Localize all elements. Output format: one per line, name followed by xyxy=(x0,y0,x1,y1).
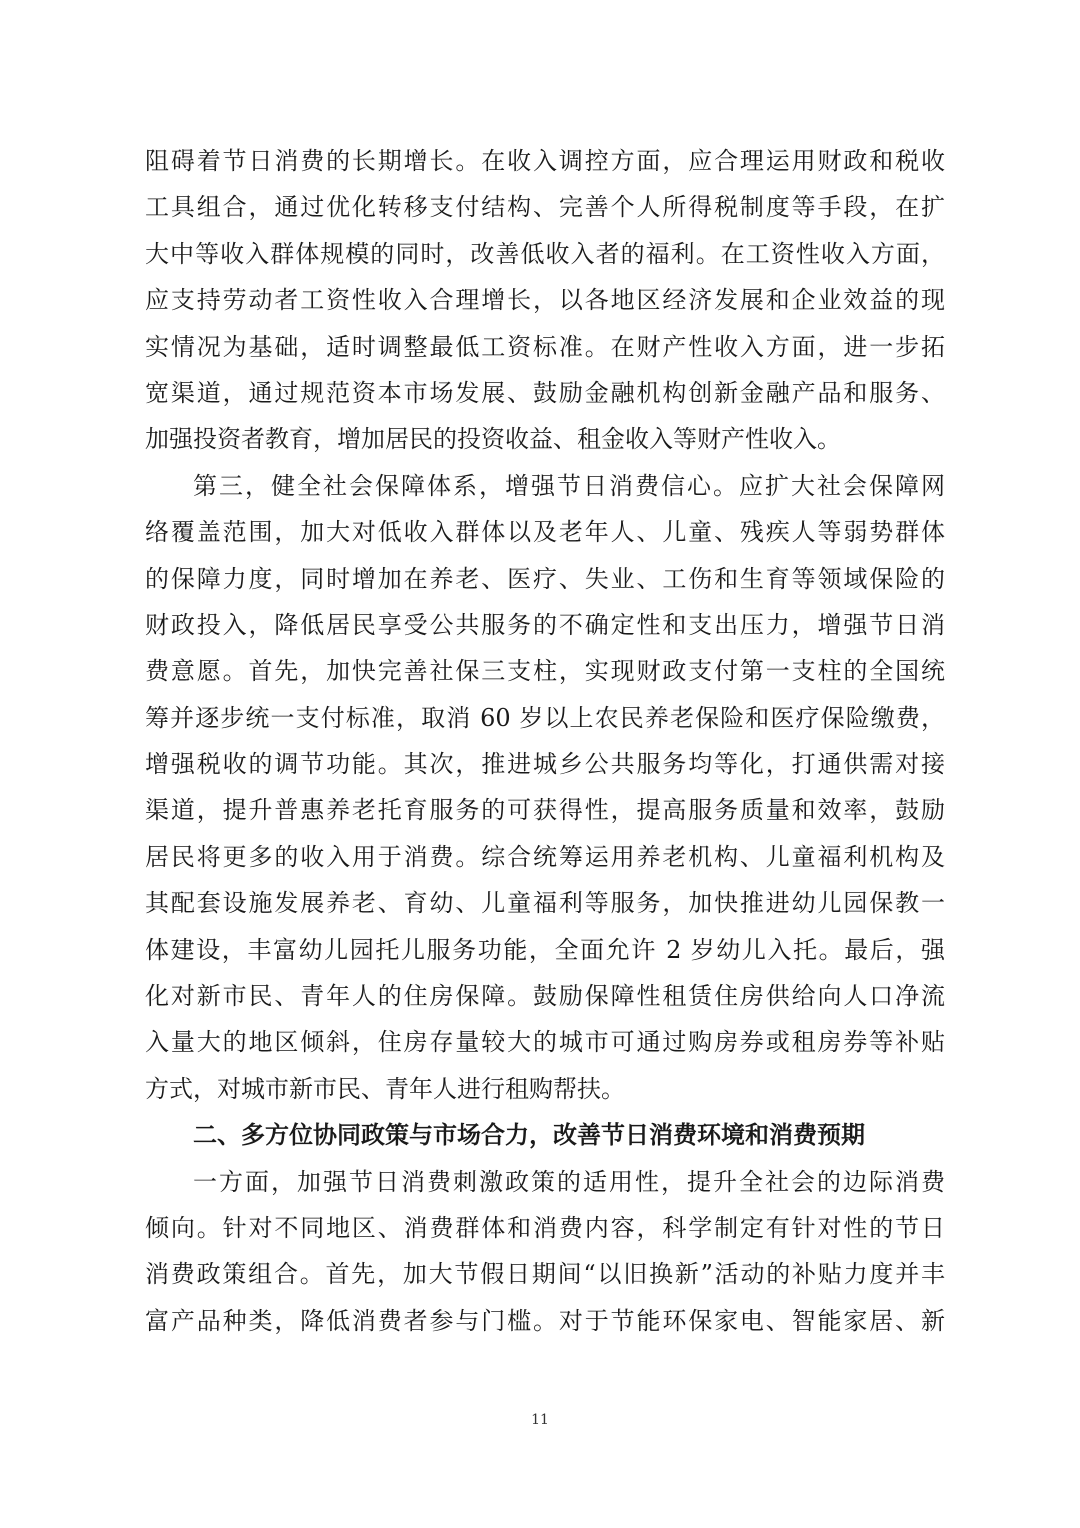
text-line: 入量大的地区倾斜，住房存量较大的城市可通过购房券或租房券等补贴 xyxy=(145,1028,945,1057)
paragraph-start-line: 第三，健全社会保障体系，增强节日消费信心。应扩大社会保障网 xyxy=(193,471,945,500)
text-line: 大中等收入群体规模的同时，改善低收入者的福利。在工资性收入方面， xyxy=(145,239,945,268)
text-line: 财政投入，降低居民享受公共服务的不确定性和支出压力，增强节日消 xyxy=(145,610,945,639)
text-line: 筹并逐步统一支付标准，取消 60 岁以上农民养老保险和医疗保险缴费， xyxy=(145,703,945,732)
text-line: 渠道，提升普惠养老托育服务的可获得性，提高服务质量和效率，鼓励 xyxy=(145,796,945,825)
body-text xyxy=(145,138,945,1344)
text-line: 倾向。针对不同地区、消费群体和消费内容，科学制定有针对性的节日 xyxy=(145,1213,945,1242)
text-line: 增强税收的调节功能。其次，推进城乡公共服务均等化，打通供需对接 xyxy=(145,750,945,779)
text-line: 络覆盖范围，加大对低收入群体以及老年人、儿童、残疾人等弱势群体 xyxy=(145,518,945,547)
text-line: 居民将更多的收入用于消费。综合统筹运用养老机构、儿童福利机构及 xyxy=(145,842,945,871)
text-line: 其配套设施发展养老、育幼、儿童福利等服务，加快推进幼儿园保教一 xyxy=(145,889,945,918)
text-line: 富产品种类，降低消费者参与门槛。对于节能环保家电、智能家居、新 xyxy=(145,1306,945,1335)
text-line: 的保障力度，同时增加在养老、医疗、失业、工伤和生育等领域保险的 xyxy=(145,564,945,593)
text-line: 阻碍着节日消费的长期增长。在收入调控方面，应合理运用财政和税收 xyxy=(145,147,945,175)
text-line: 加强投资者教育，增加居民的投资收益、租金收入等财产性收入。 xyxy=(145,425,841,454)
text-line: 工具组合，通过优化转移支付结构、完善个人所得税制度等手段，在扩 xyxy=(145,193,945,222)
text-line: 宽渠道，通过规范资本市场发展、鼓励金融机构创新金融产品和服务、 xyxy=(145,378,945,407)
section-heading: 二、多方位协同政策与市场合力，改善节日消费环境和消费预期 xyxy=(193,1120,865,1150)
paragraph-start-line: 一方面，加强节日消费刺激政策的适用性，提升全社会的边际消费 xyxy=(193,1167,945,1196)
text-line: 体建设，丰富幼儿园托儿服务功能，全面允许 2 岁幼儿入托。最后，强 xyxy=(145,935,945,964)
text-line: 实情况为基础，适时调整最低工资标准。在财产性收入方面，进一步拓 xyxy=(145,332,945,361)
text-line: 应支持劳动者工资性收入合理增长，以各地区经济发展和企业效益的现 xyxy=(145,286,945,315)
text-line: 费意愿。首先，加快完善社保三支柱，实现财政支付第一支柱的全国统 xyxy=(145,657,945,686)
text-line: 方式，对城市新市民、青年人进行租购帮扶。 xyxy=(145,1074,625,1103)
text-line: 化对新市民、青年人的住房保障。鼓励保障性租赁住房供给向人口净流 xyxy=(145,982,945,1011)
page-number: 11 xyxy=(531,1412,549,1428)
text-line: 消费政策组合。首先，加大节假日期间“以旧换新”活动的补贴力度并丰 xyxy=(145,1260,945,1289)
